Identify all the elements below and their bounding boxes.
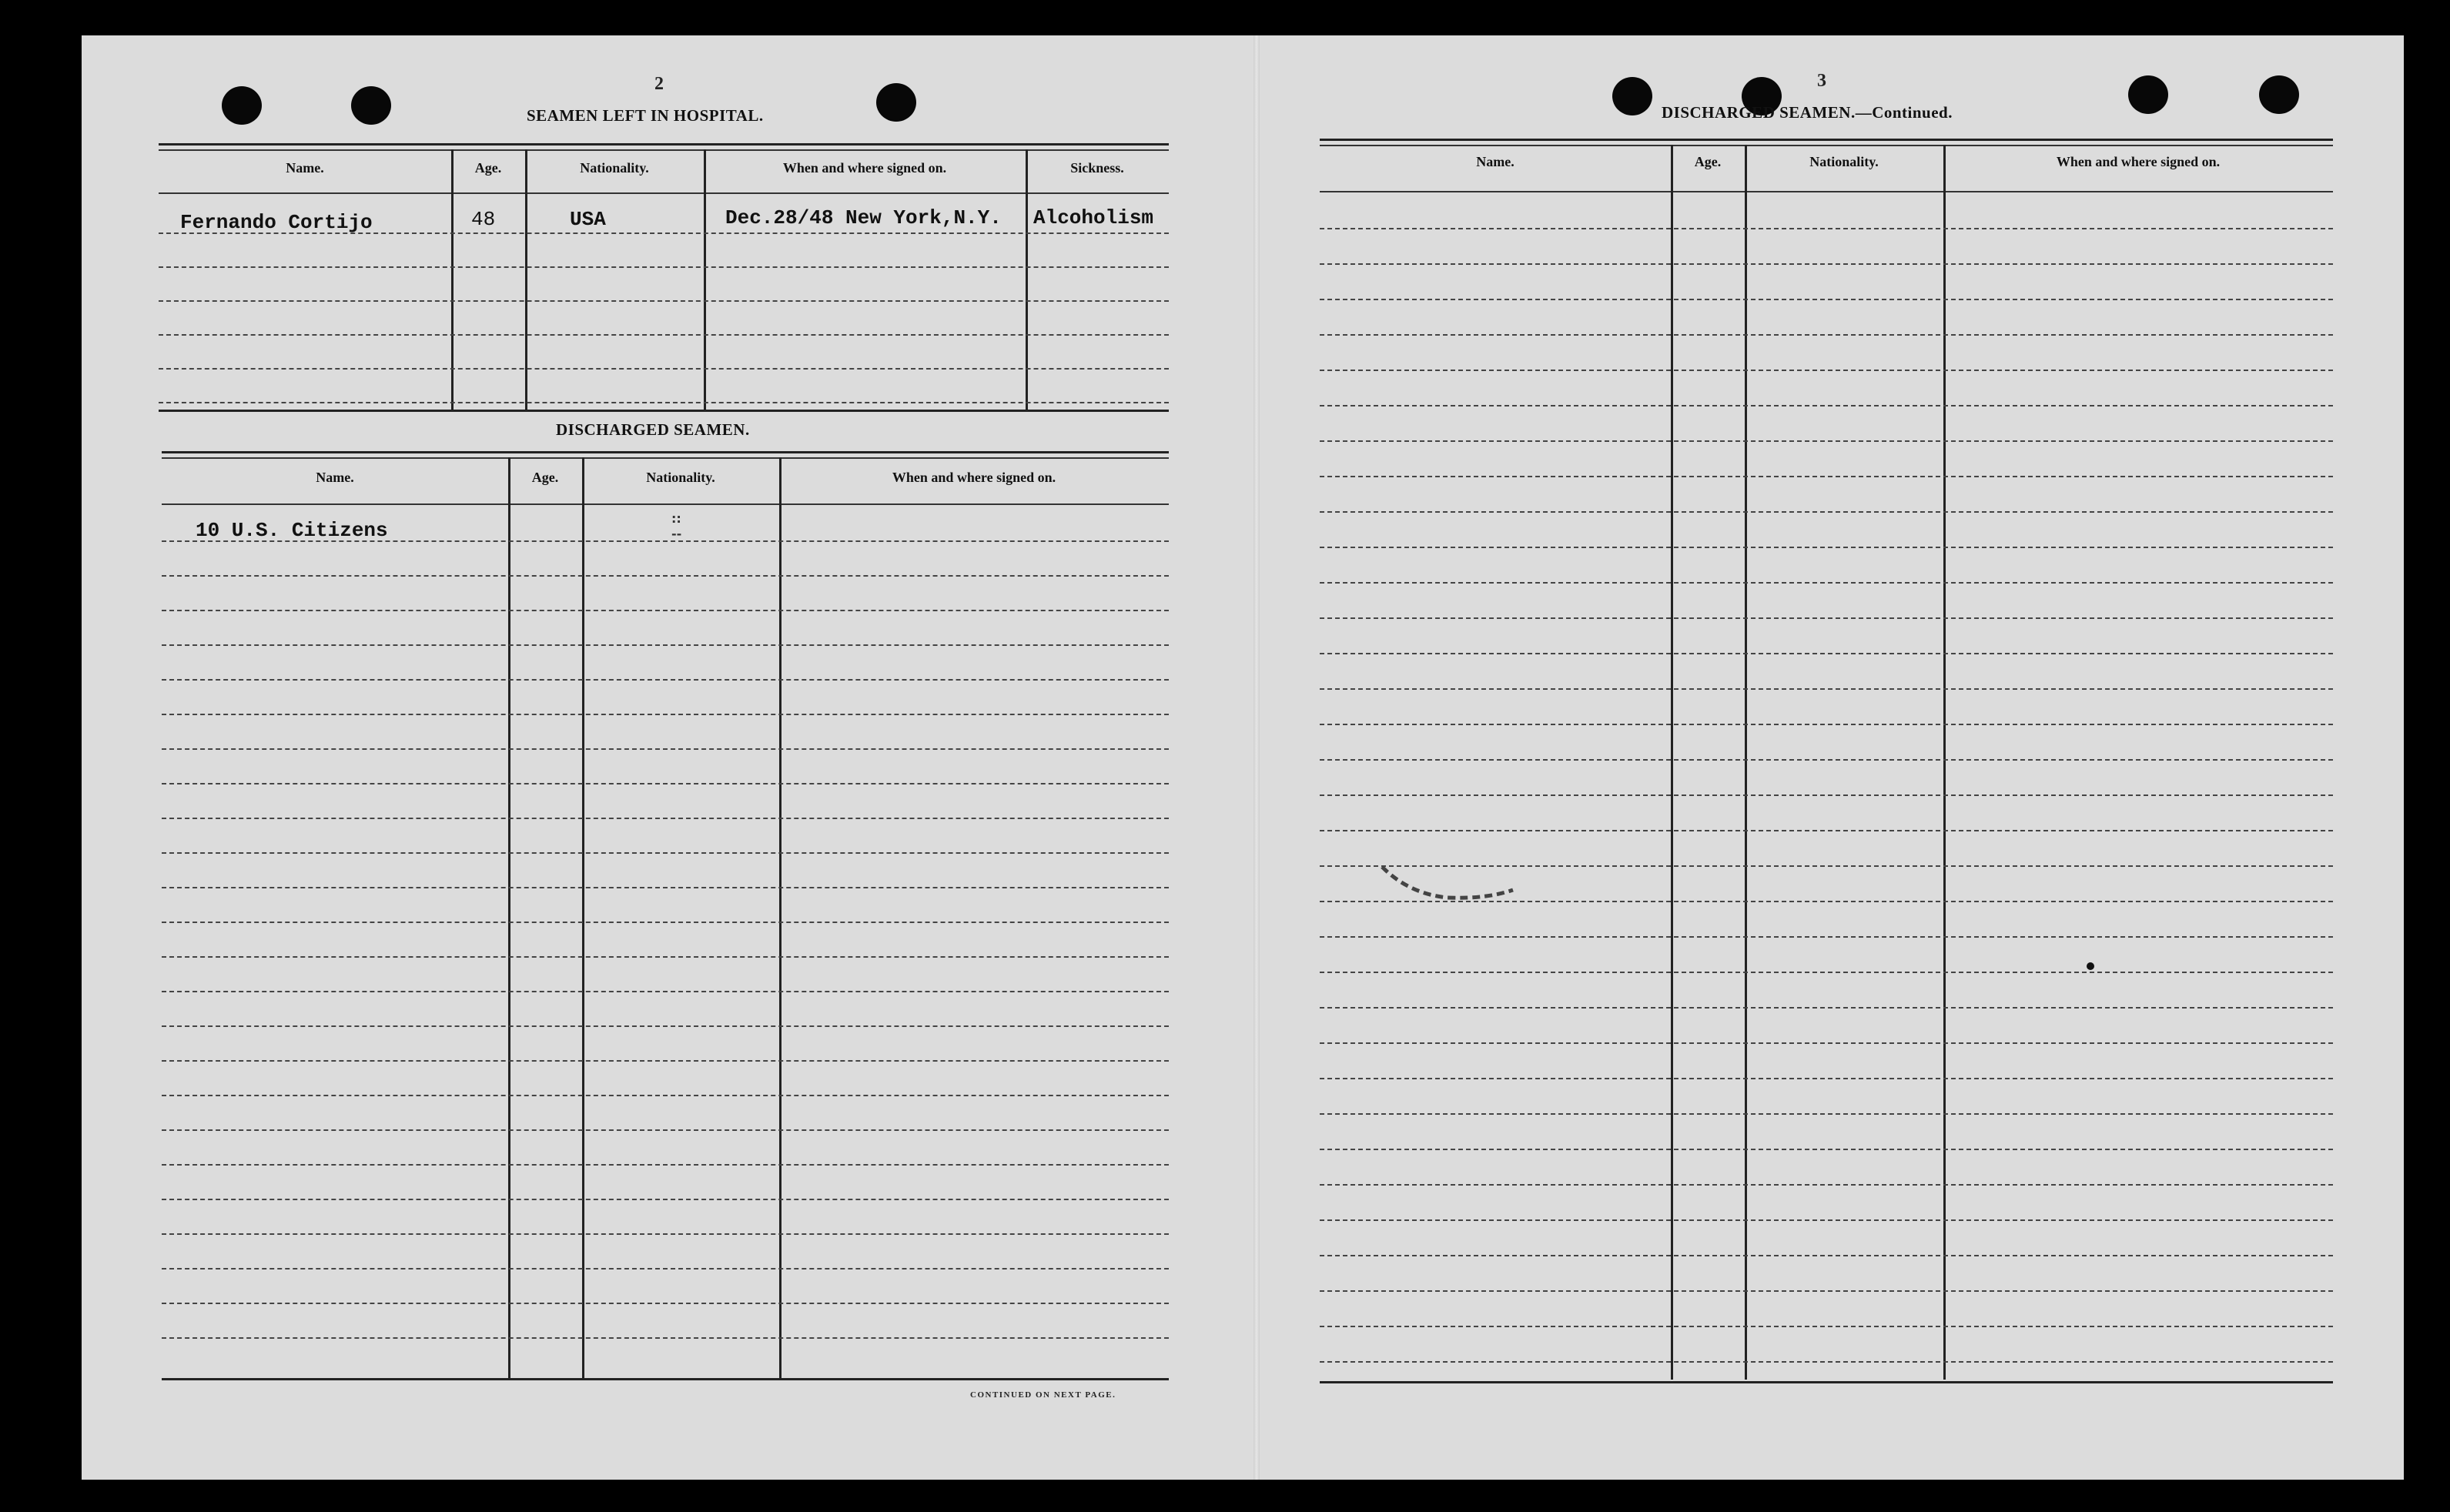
header-nationality: Nationality. [1809, 154, 1879, 169]
discharged-continued-table [1320, 139, 2333, 1381]
header-name: Name. [1476, 154, 1515, 169]
header-signed-on: When and where signed on. [2056, 154, 2221, 169]
discharged-continued-title: DISCHARGED SEAMEN.—Continued. [1662, 103, 1953, 122]
punch-hole [2128, 75, 2168, 114]
punch-hole [351, 86, 391, 125]
header-age: Age. [1694, 154, 1722, 169]
hospital-row-signed-on: Dec.28/48 New York,N.Y. [725, 206, 1002, 229]
hospital-table [159, 143, 1169, 410]
header-sickness: Sickness. [1070, 160, 1124, 176]
ditto-marks: :: -- [671, 511, 682, 541]
continued-footer: CONTINUED ON NEXT PAGE. [970, 1390, 1116, 1400]
punch-hole [1612, 77, 1652, 115]
ink-dot [2087, 962, 2094, 970]
hospital-row-sickness: Alcoholism [1033, 206, 1154, 229]
punch-hole [222, 86, 262, 125]
header-age: Age. [531, 470, 559, 485]
punch-hole [2259, 75, 2299, 114]
ink-smudge [1378, 851, 1517, 913]
hospital-section-title: SEAMEN LEFT IN HOSPITAL. [527, 106, 764, 125]
discharged-row-name: 10 U.S. Citizens [196, 519, 388, 542]
discharged-table [162, 451, 1169, 1378]
page-fold [1253, 35, 1260, 1480]
header-name: Name. [316, 470, 354, 485]
header-nationality: Nationality. [580, 160, 649, 176]
hospital-row-age: 48 [471, 208, 496, 231]
hospital-row-name: Fernando Cortijo [180, 211, 373, 234]
header-signed-on: When and where signed on. [782, 160, 947, 176]
header-nationality: Nationality. [646, 470, 715, 485]
header-name: Name. [286, 160, 324, 176]
punch-hole [876, 83, 916, 122]
discharged-section-title: DISCHARGED SEAMEN. [556, 420, 750, 439]
hospital-row-nationality: USA [570, 208, 606, 231]
page-number-left: 2 [654, 74, 664, 94]
header-signed-on: When and where signed on. [892, 470, 1056, 485]
page-number-right: 3 [1817, 71, 1826, 91]
header-age: Age. [474, 160, 502, 176]
